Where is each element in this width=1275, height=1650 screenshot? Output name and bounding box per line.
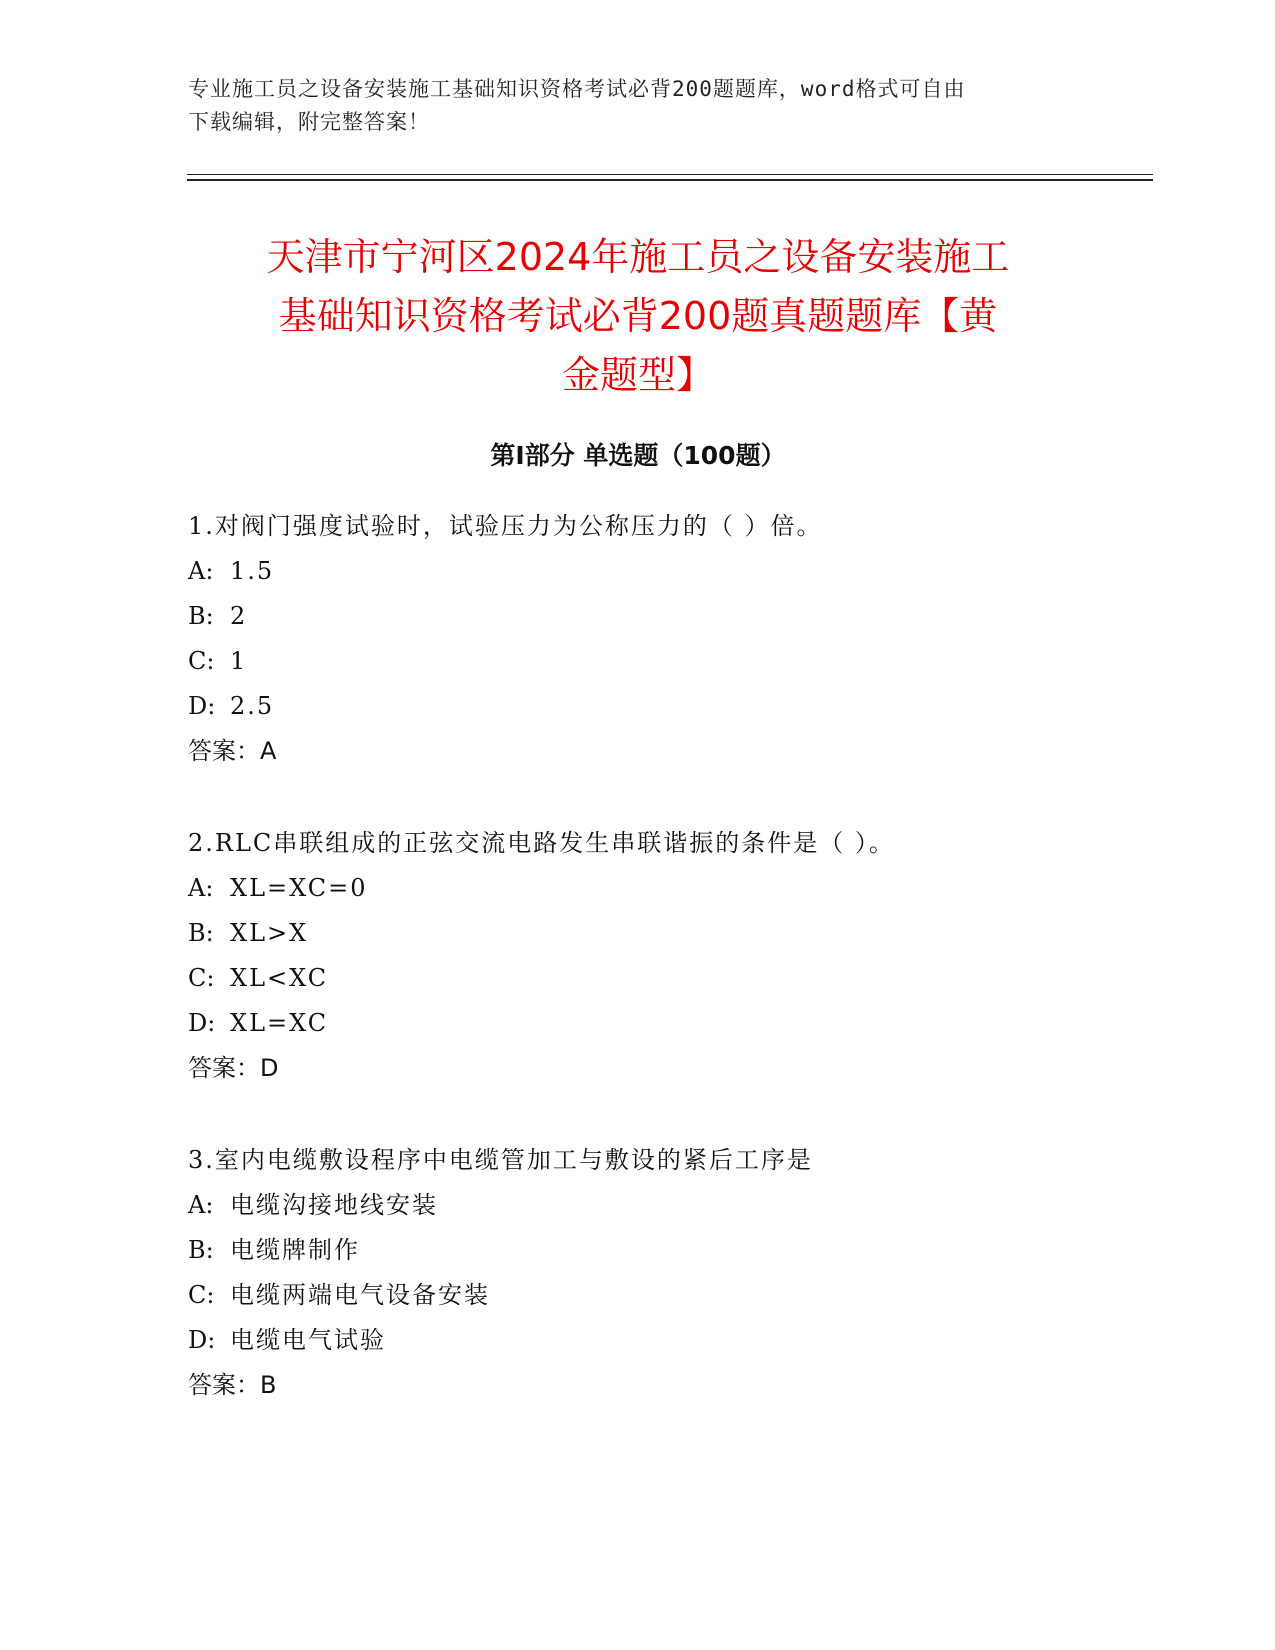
- question-stem: 1.对阀门强度试验时，试验压力为公称压力的（ ）倍。: [188, 512, 823, 540]
- option-label: A:: [188, 1191, 214, 1219]
- option-a: [188, 870, 1138, 915]
- option-b: [188, 915, 1138, 960]
- answer-text: 答案：B: [188, 1371, 277, 1399]
- page-title-line-2: 基础知识资格考试必背200题真题题库【黄: [278, 294, 998, 338]
- option-text: 2: [230, 602, 248, 630]
- option-label: D:: [188, 1009, 216, 1037]
- option-label: C:: [188, 647, 215, 675]
- option-label: B:: [188, 602, 214, 630]
- option-a: [188, 1187, 1138, 1232]
- header-note-line-2: 下载编辑，附完整答案！: [188, 110, 430, 134]
- page-title-line-3: 金题型】: [561, 353, 714, 397]
- option-d: [188, 1005, 1138, 1050]
- question-stem: 3.室内电缆敷设程序中电缆管加工与敷设的紧后工序是: [188, 1146, 813, 1174]
- option-text: 1.5: [230, 557, 275, 585]
- option-c: [188, 643, 1138, 688]
- option-text: 电缆两端电气设备安装: [230, 1281, 490, 1309]
- section-heading: 第I部分 单选题（100题）: [490, 441, 786, 470]
- option-text: 电缆牌制作: [230, 1236, 360, 1264]
- option-text: XL=XC=0: [230, 874, 368, 902]
- header-note: [188, 73, 1088, 139]
- option-label: B:: [188, 919, 214, 947]
- question-1: [188, 508, 1138, 778]
- option-text: 2.5: [230, 692, 275, 720]
- option-b: [188, 1232, 1138, 1277]
- option-a: [188, 553, 1138, 598]
- header-divider-thick: [187, 179, 1153, 181]
- option-text: XL>X: [230, 919, 309, 947]
- option-label: A:: [188, 874, 214, 902]
- option-text: XL<XC: [230, 964, 329, 992]
- option-label: A:: [188, 557, 214, 585]
- option-c: [188, 1277, 1138, 1322]
- option-label: C:: [188, 1281, 215, 1309]
- option-d: [188, 1322, 1138, 1367]
- option-text: 1: [230, 647, 248, 675]
- header-divider-thin: [187, 174, 1153, 175]
- option-text: 电缆电气试验: [230, 1326, 386, 1354]
- option-label: D:: [188, 1326, 216, 1354]
- question-2: [188, 825, 1138, 1095]
- option-d: [188, 688, 1138, 733]
- answer-text: 答案：D: [188, 1054, 279, 1082]
- option-label: B:: [188, 1236, 214, 1264]
- option-label: D:: [188, 692, 216, 720]
- option-label: C:: [188, 964, 215, 992]
- question-stem: 2.RLC串联组成的正弦交流电路发生串联谐振的条件是（ ）。: [188, 829, 895, 857]
- page-title-line-1: 天津市宁河区2024年施工员之设备安装施工: [266, 235, 1010, 279]
- option-c: [188, 960, 1138, 1005]
- answer-text: 答案：A: [188, 737, 277, 765]
- header-note-line-1: 专业施工员之设备安装施工基础知识资格考试必背200题题库，word格式可自由: [188, 77, 966, 101]
- option-text: XL=XC: [230, 1009, 329, 1037]
- option-text: 电缆沟接地线安装: [230, 1191, 438, 1219]
- page-title: [188, 228, 1088, 405]
- question-3: [188, 1142, 1138, 1412]
- option-b: [188, 598, 1138, 643]
